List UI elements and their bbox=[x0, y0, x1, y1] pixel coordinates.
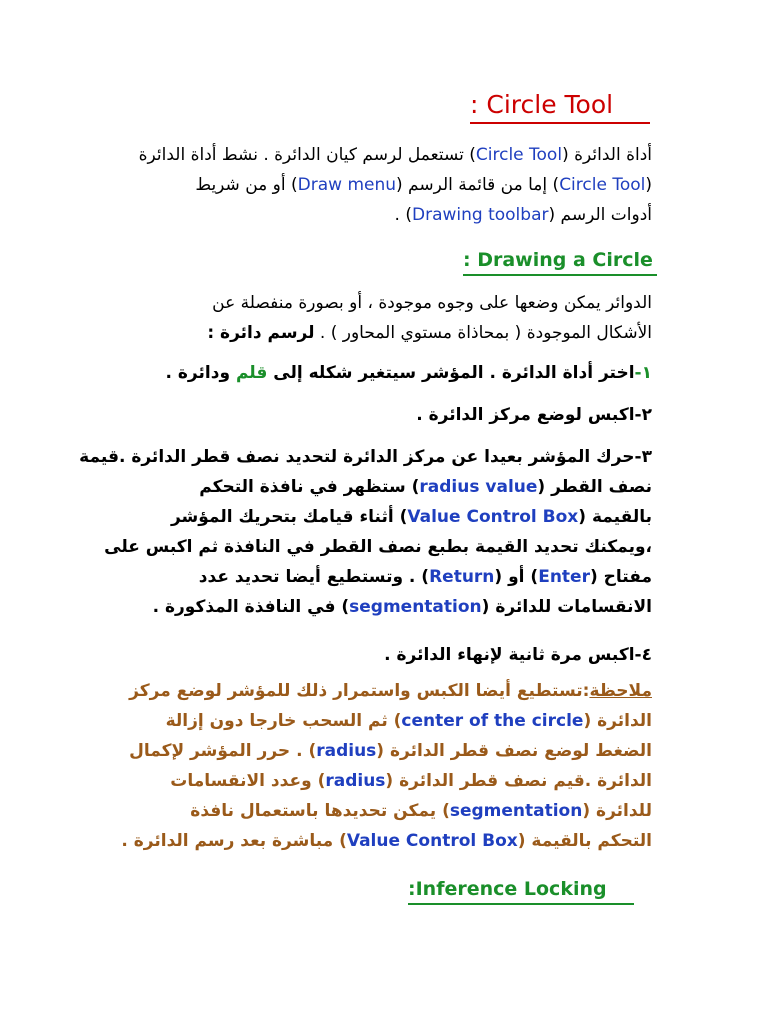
radius-value-term: radius value bbox=[419, 477, 538, 497]
return-key-term: Return bbox=[429, 567, 495, 587]
heading-drawing-circle: : Drawing a Circle bbox=[463, 246, 657, 276]
intro-text: ) أو من شريط bbox=[195, 175, 298, 195]
intro-text: أدوات الرسم ( bbox=[548, 205, 652, 225]
step-text: ) في النافذة المذكورة . bbox=[152, 597, 350, 617]
value-control-box-term: Value Control Box bbox=[407, 507, 579, 527]
enter-key-term: Enter bbox=[538, 567, 590, 587]
step-text: نصف القطر ( bbox=[537, 477, 652, 497]
intro-text: ( bbox=[645, 175, 652, 195]
intro-paragraph bbox=[112, 140, 652, 230]
step-text: ) أثناء قيامك بتحريك المؤشر bbox=[170, 507, 408, 527]
note-text: ) مباشرة بعد رسم الدائرة . bbox=[121, 831, 347, 851]
intro-text: ) إما من قائمة الرسم ( bbox=[396, 175, 560, 195]
step-text: ) أو ( bbox=[494, 567, 539, 587]
step-1-line bbox=[165, 358, 652, 388]
draw-circle-label: لرسم دائرة : bbox=[207, 323, 315, 343]
drawing-paragraph bbox=[112, 288, 652, 348]
step-number: ٢- bbox=[634, 405, 652, 425]
step-4 bbox=[300, 640, 652, 670]
note-text: ) وعدد الانقسامات bbox=[170, 771, 326, 791]
step-3-line-6 bbox=[112, 592, 652, 622]
note-text: ) ثم السحب خارجا دون إزالة bbox=[165, 711, 402, 731]
segmentation-term: segmentation bbox=[349, 597, 482, 617]
note-text: الدائرة ( bbox=[583, 711, 652, 731]
step-2-line bbox=[300, 400, 652, 430]
step-number: ٣- bbox=[634, 447, 652, 467]
note-text: التحكم بالقيمة ( bbox=[517, 831, 652, 851]
step-3-line-2 bbox=[112, 472, 652, 502]
intro-text: ) تستعمل لرسم كيان الدائرة . نشط أداة الدائرة bbox=[138, 145, 476, 165]
step-text: ) . وتستطيع أيضا تحديد عدد bbox=[198, 567, 430, 587]
note-line-1 bbox=[112, 676, 652, 706]
note-text: :تستطيع أيضا الكبس واستمرار ذلك للمؤشر لوضع مركز bbox=[129, 681, 590, 701]
note-text: ) . حرر المؤشر لإكمال bbox=[129, 741, 317, 761]
drawing-toolbar-term: Drawing toolbar bbox=[412, 205, 549, 225]
heading-inference-locking: :Inference Locking bbox=[408, 875, 634, 905]
note-text: الضغط لوضع نصف قطر الدائرة ( bbox=[376, 741, 652, 761]
note-line-3 bbox=[112, 736, 652, 766]
heading-circle-tool: : Circle Tool bbox=[470, 88, 650, 124]
step-2 bbox=[300, 400, 652, 430]
note-label: ملاحظة bbox=[589, 681, 652, 701]
step-number: ٤- bbox=[634, 645, 652, 665]
intro-line-3 bbox=[112, 200, 652, 230]
note-paragraph bbox=[112, 676, 652, 856]
step-1 bbox=[165, 358, 652, 388]
step-text: اختر أداة الدائرة . المؤشر سيتغير شكله إلى bbox=[273, 363, 635, 383]
drawing-line-1: الدوائر يمكن وضعها على وجوه موجودة ، أو بصورة منفصلة عن bbox=[212, 293, 652, 313]
radius-term: radius bbox=[325, 771, 386, 791]
note-line-6 bbox=[112, 826, 652, 856]
step-text: ) ستظهر في نافذة التحكم bbox=[199, 477, 420, 497]
radius-term: radius bbox=[316, 741, 377, 761]
step-3-line-3 bbox=[112, 502, 652, 532]
intro-line-1 bbox=[112, 140, 652, 170]
note-text: الدائرة .قيم نصف قطر الدائرة ( bbox=[385, 771, 652, 791]
step-text: مفتاح ( bbox=[589, 567, 652, 587]
step-text: حرك المؤشر بعيدا عن مركز الدائرة لتحديد نصف قطر الدائرة .قيمة bbox=[79, 447, 635, 467]
drawing-line-2 bbox=[112, 318, 652, 348]
step-3-line-4: ،ويمكنك تحديد القيمة بطبع نصف القطر في النافذة ثم اكبس على bbox=[104, 537, 652, 557]
note-text: ) يمكن تحديدها باستعمال نافذة bbox=[190, 801, 450, 821]
step-number: ١- bbox=[634, 363, 652, 383]
step-3 bbox=[79, 442, 652, 622]
step-3-line-1 bbox=[79, 442, 652, 472]
pen-word: قلم bbox=[235, 363, 268, 383]
intro-text: أداة الدائرة ( bbox=[562, 145, 652, 165]
note-line-2 bbox=[112, 706, 652, 736]
step-text: اكبس مرة ثانية لإنهاء الدائرة . bbox=[384, 645, 635, 665]
intro-line-2 bbox=[112, 170, 652, 200]
center-of-circle-term: center of the circle bbox=[401, 711, 584, 731]
segmentation-term: segmentation bbox=[449, 801, 583, 821]
step-text: ودائرة . bbox=[165, 363, 231, 383]
note-text: للدائرة ( bbox=[582, 801, 652, 821]
step-3-line-5 bbox=[112, 562, 652, 592]
draw-menu-term: Draw menu bbox=[297, 175, 397, 195]
circle-tool-term: Circle Tool bbox=[475, 145, 563, 165]
step-text: بالقيمة ( bbox=[578, 507, 652, 527]
note-line-4 bbox=[112, 766, 652, 796]
value-control-box-term: Value Control Box bbox=[346, 831, 518, 851]
drawing-text: الأشكال الموجودة ( بمحاذاة مستوي المحاور ) . bbox=[319, 323, 652, 343]
step-4-line bbox=[300, 640, 652, 670]
circle-tool-term: Circle Tool bbox=[559, 175, 646, 195]
note-line-5 bbox=[112, 796, 652, 826]
step-text: اكبس لوضع مركز الدائرة . bbox=[416, 405, 635, 425]
intro-text: ) . bbox=[394, 205, 412, 225]
step-text: الانقسامات للدائرة ( bbox=[481, 597, 652, 617]
